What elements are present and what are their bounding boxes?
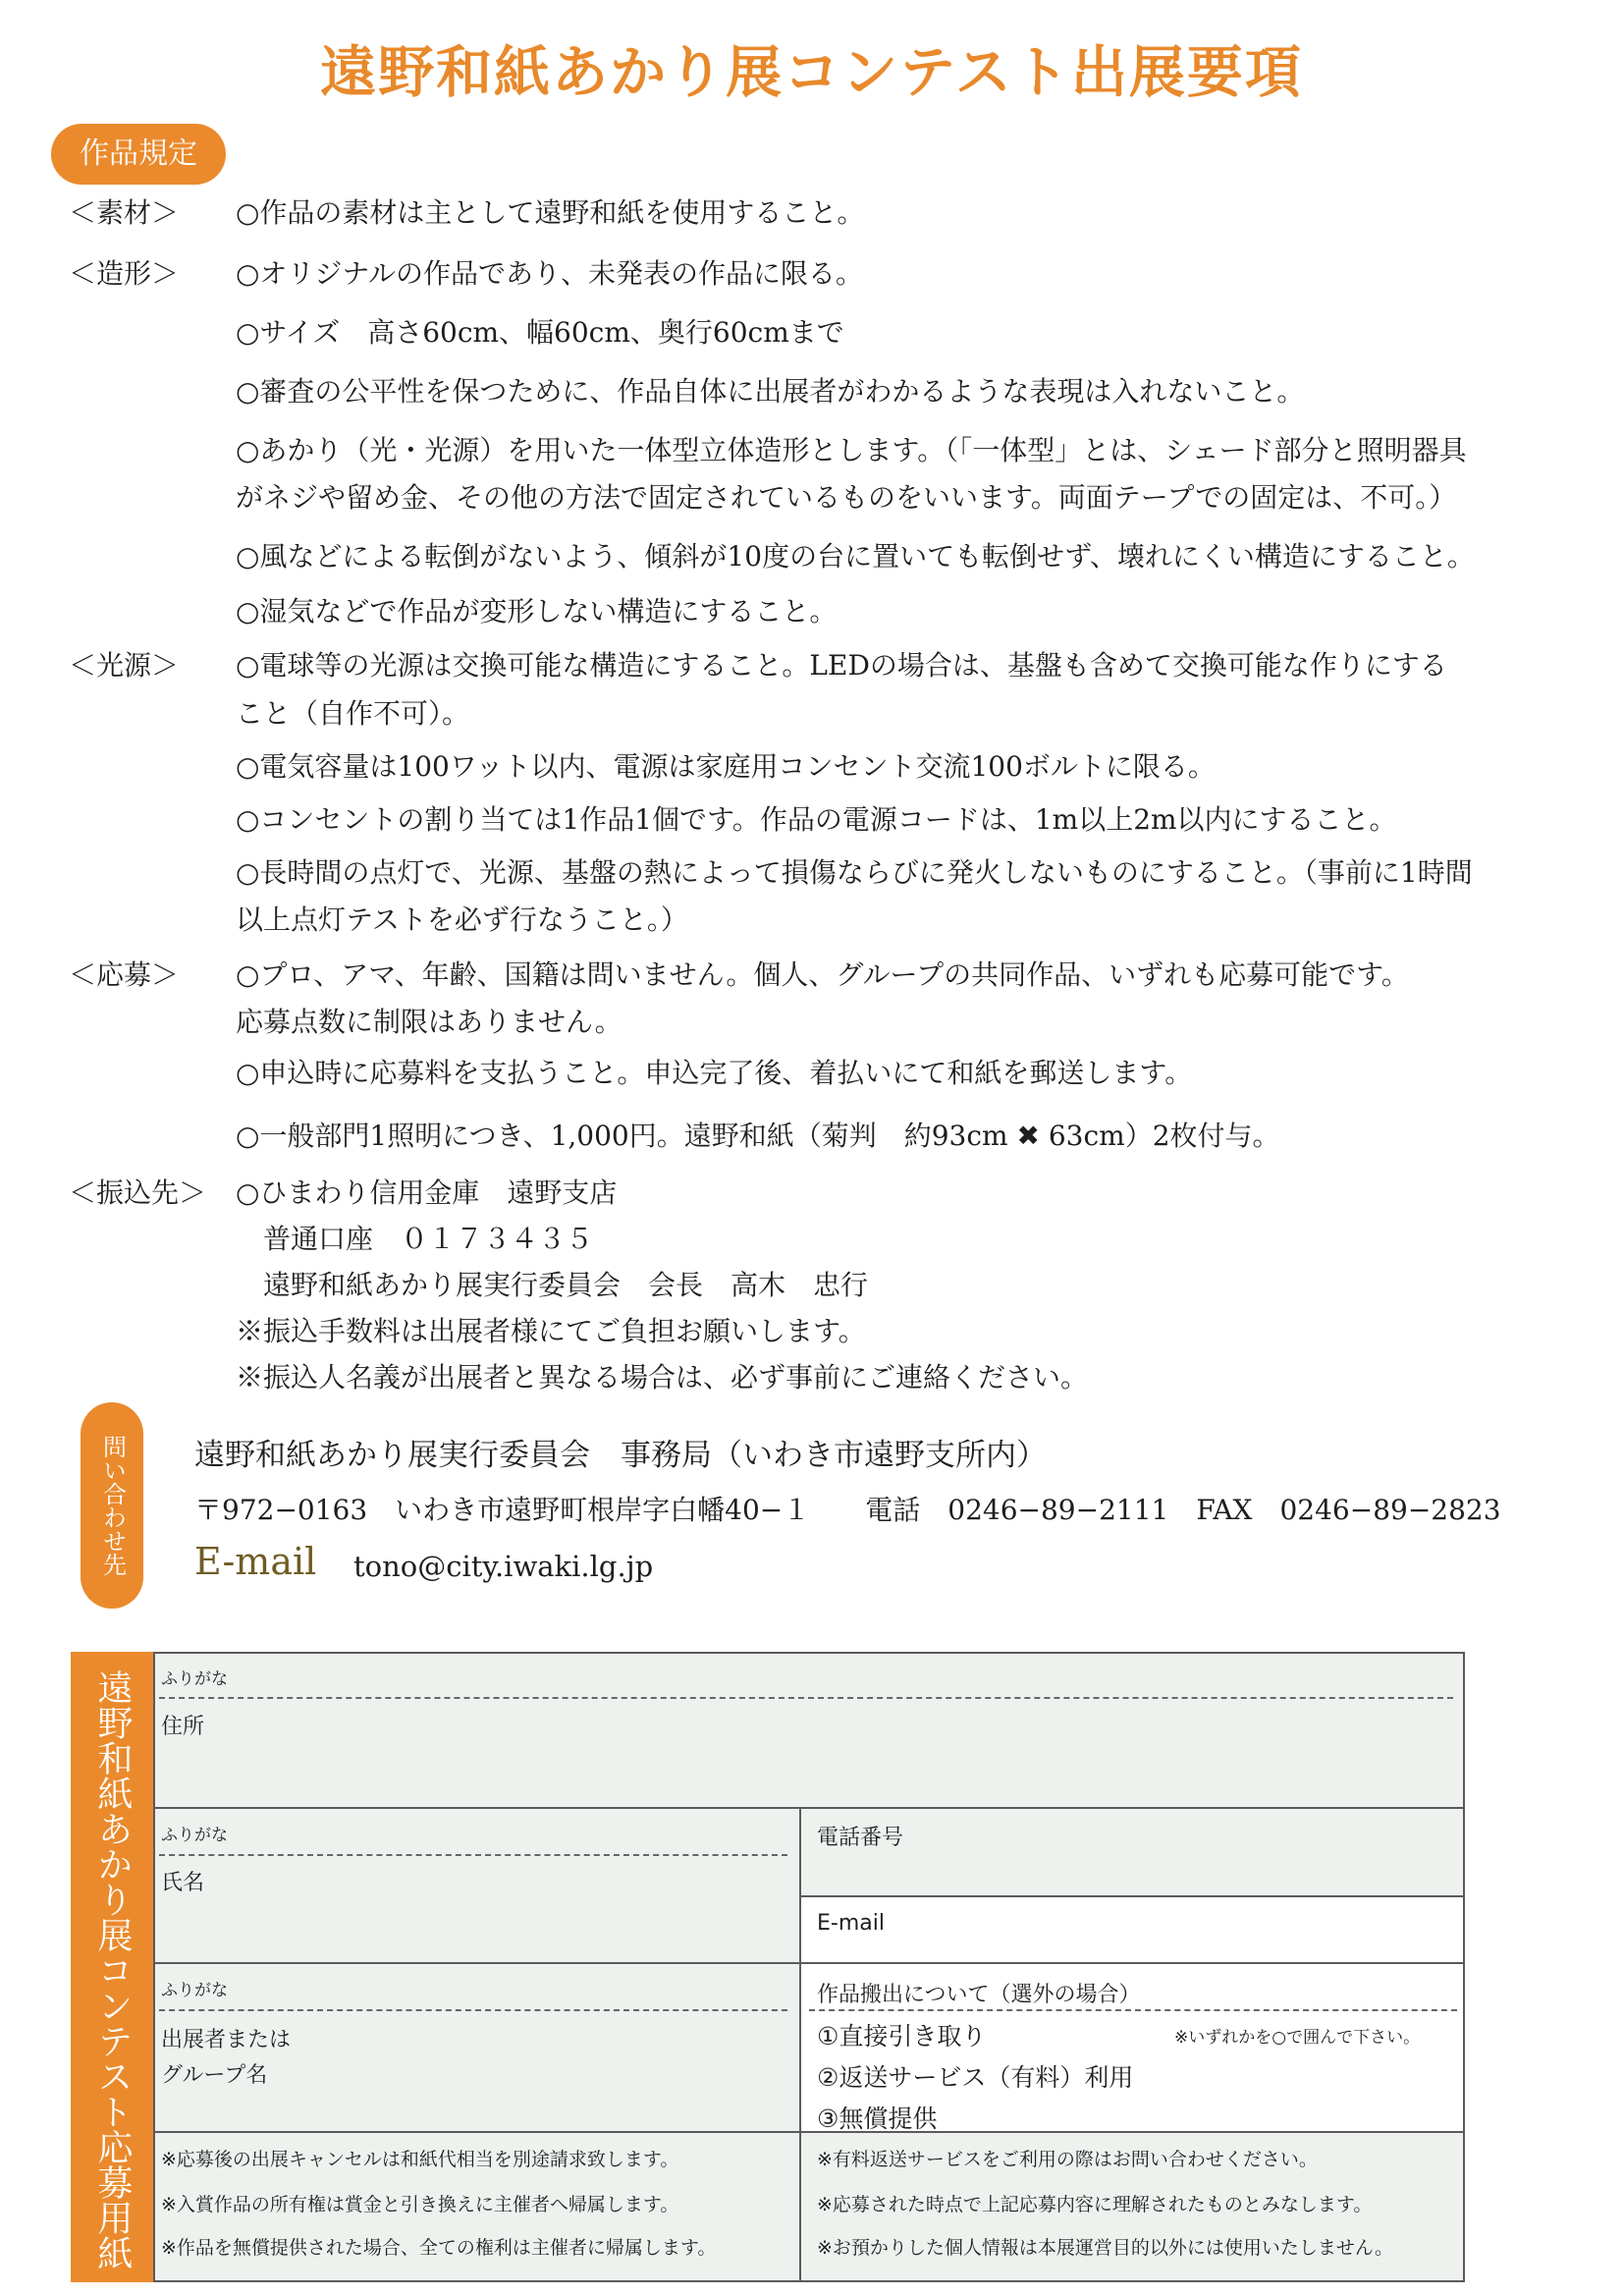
- category-shape: ＜造形＞: [69, 257, 180, 290]
- exhibitor-label: 出展者または: [161, 2028, 292, 2052]
- category-material: ＜素材＞: [69, 196, 180, 229]
- carry-out-option-pickup[interactable]: ①直接引き取り: [817, 2022, 987, 2050]
- rule-line: ○湿気などで作品が変形しない構造にすること。: [236, 595, 838, 628]
- furigana-label: ふりがな: [161, 1669, 228, 1689]
- circle-note: ※いずれかを○で囲んで下さい。: [1174, 2028, 1421, 2048]
- carry-out-separator: [809, 2009, 1457, 2011]
- phone-label: 電話番号: [817, 1826, 904, 1850]
- rule-line: ○作品の素材は主として遠野和紙を使用すること。: [236, 196, 865, 229]
- exhibitor-label: グループ名: [161, 2063, 268, 2088]
- carry-out-option-donate[interactable]: ③無償提供: [817, 2105, 938, 2133]
- rule-line: 遠野和紙あかり展実行委員会 会長 高木 忠行: [236, 1269, 869, 1301]
- page-title: 遠野和紙あかり展コンテスト出展要項: [320, 40, 1303, 105]
- email-label: E-mail: [817, 1911, 885, 1936]
- category-apply: ＜応募＞: [69, 958, 180, 991]
- rule-line: がネジや留め金、その他の方法で固定されているものをいいます。両面テープでの固定は、不可。）: [236, 481, 1457, 514]
- rule-line: ○電球等の光源は交換可能な構造にすること。LEDの場合は、基盤も含めて交換可能な作りにする: [236, 649, 1447, 682]
- rule-line: ○サイズ 高さ60cm、幅60cm、奥行60cmまで: [236, 316, 844, 349]
- inquiry-email-label: E-mail: [194, 1540, 317, 1583]
- rule-line: 普通口座 ０１７３４３５: [236, 1223, 594, 1255]
- furigana-separator: [159, 1697, 1453, 1699]
- form-divider: [799, 1807, 801, 2282]
- form-note: ※入賞作品の所有権は賞金と引き換えに主催者へ帰属します。: [161, 2194, 679, 2215]
- rule-line: ○申込時に応募料を支払うこと。申込完了後、着払いにて和紙を郵送します。: [236, 1057, 1193, 1089]
- form-divider: [153, 1962, 1465, 1964]
- rule-line: ○長時間の点灯で、光源、基盤の熱によって損傷ならびに発火しないものにすること。（事前に1時間: [236, 856, 1473, 889]
- rule-line: ○あかり（光・光源）を用いた一体型立体造形とします。（「一体型」とは、シェード部分と照明器具: [236, 434, 1467, 466]
- inquiry-address: 〒972−0163 いわき市遠野町根岸字白幡40−１ 電話 0246−89−2111 FAX 0246−89−2823: [194, 1494, 1501, 1526]
- rule-line: ○ひまわり信用金庫 遠野支店: [236, 1176, 618, 1209]
- furigana-separator: [159, 2009, 787, 2011]
- inquiry-org: 遠野和紙あかり展実行委員会 事務局（いわき市遠野支所内）: [194, 1438, 1047, 1473]
- rule-line: ○コンセントの割り当ては1作品1個です。作品の電源コードは、1m以上2m以内にすること。: [236, 803, 1397, 836]
- form-note: ※応募後の出展キャンセルは和紙代相当を別途請求致します。: [161, 2149, 679, 2170]
- rule-line: ○審査の公平性を保つために、作品自体に出展者がわかるような表現は入れないこと。: [236, 375, 1305, 408]
- inquiry-email[interactable]: tono@city.iwaki.lg.jp: [353, 1550, 654, 1583]
- rule-line: 以上点灯テストを必ず行なうこと。）: [236, 903, 688, 936]
- furigana-label: ふりがな: [161, 1826, 228, 1845]
- form-side-title: 遠野和紙あかり展コンテスト応募用紙: [71, 1652, 153, 2282]
- form-note: ※応募された時点で上記応募内容に理解されたものとみなします。: [817, 2194, 1373, 2215]
- rule-line: ○プロ、アマ、年齢、国籍は問いません。個人、グループの共同作品、いずれも応募可能です。: [236, 958, 1409, 991]
- rule-line: ○電気容量は100ワット以内、電源は家庭用コンセント交流100ボルトに限る。: [236, 750, 1216, 783]
- section-label: 作品規定: [51, 124, 226, 185]
- form-divider: [799, 1895, 1465, 1897]
- rule-line: ※振込人名義が出展者と異なる場合は、必ず事前にご連絡ください。: [236, 1361, 1089, 1394]
- name-field[interactable]: [155, 1809, 799, 1962]
- carry-out-label: 作品搬出について（選外の場合）: [817, 1983, 1141, 2007]
- rule-line: ○風などによる転倒がないよう、傾斜が10度の台に置いても転倒せず、壊れにくい構造にすること。: [236, 540, 1475, 573]
- rule-line: ○オリジナルの作品であり、未発表の作品に限る。: [236, 257, 864, 290]
- rule-line: ○一般部門1照明につき、1,000円。遠野和紙（菊判 約93cm ✖ 63cm）2枚付与。: [236, 1120, 1280, 1152]
- carry-out-option-return[interactable]: ②返送サービス（有料）利用: [817, 2063, 1134, 2092]
- address-label: 住所: [161, 1715, 205, 1739]
- form-note: ※有料返送サービスをご利用の際はお問い合わせください。: [817, 2149, 1318, 2170]
- rule-line: ※振込手数料は出展者様にてご負担お願いします。: [236, 1315, 866, 1347]
- inquiry-badge: 問い合わせ先: [81, 1402, 143, 1609]
- form-divider: [153, 2131, 1465, 2133]
- address-field[interactable]: [155, 1654, 1463, 1807]
- rule-line: 応募点数に制限はありません。: [236, 1006, 622, 1038]
- rule-line: こと（自作不可）。: [236, 697, 470, 730]
- form-note: ※作品を無償提供された場合、全ての権利は主催者に帰属します。: [161, 2237, 717, 2259]
- form-note: ※お預かりした個人情報は本展運営目的以外には使用いたしません。: [817, 2237, 1394, 2259]
- name-label: 氏名: [161, 1871, 205, 1895]
- form-divider: [153, 1807, 1465, 1809]
- furigana-separator: [159, 1854, 787, 1856]
- category-transfer: ＜振込先＞: [69, 1176, 207, 1209]
- furigana-label: ふりがな: [161, 1981, 228, 2000]
- category-light: ＜光源＞: [69, 649, 180, 682]
